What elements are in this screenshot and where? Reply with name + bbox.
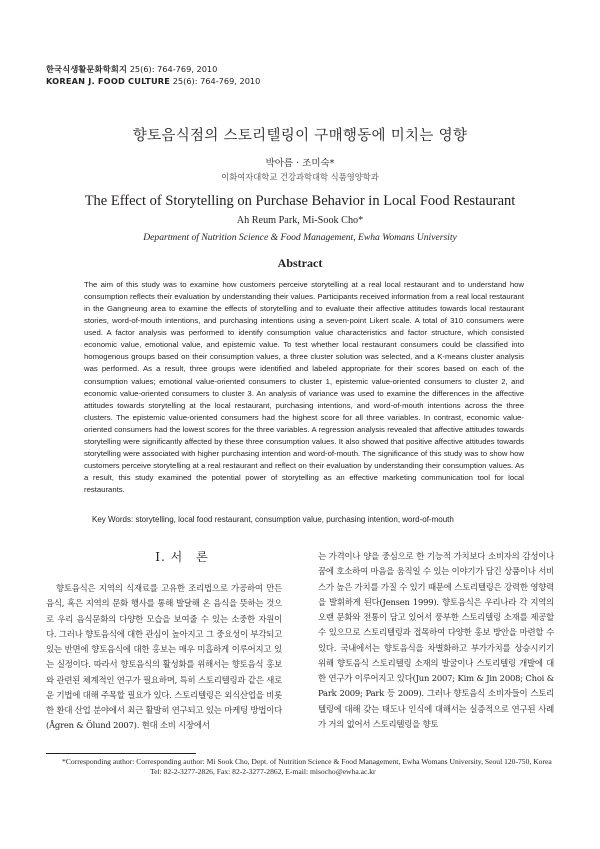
footnote-corresponding: *Corresponding author: Corresponding author: Mi Sook Cho, Dept. of Nutrition Science & Food Management, Ewha Womans University, Seoul 120-750, Korea <box>62 757 552 766</box>
section-heading-introduction: Ⅰ. 서 론 <box>155 550 209 564</box>
authors-english: Ah Reum Park, Mi-Sook Cho* <box>236 215 364 226</box>
body-column-right <box>318 549 554 732</box>
affiliation-english: Department of Nutrition Science & Food Management, Ewha Womans University <box>143 232 457 243</box>
footnote-contact: Tel: 82-2-3277-2826, Fax: 82-2-3277-2862, E-mail: misocho@ewha.ac.kr <box>150 767 376 776</box>
journal-ref-korean: 25(6): 764-769, 2010 <box>129 64 218 74</box>
body-column-left <box>46 581 282 734</box>
affiliation-korean: 이화여자대학교 건강과학대학 식품영양학과 <box>221 172 379 182</box>
journal-name-korean: 한국식생활문화학회지 <box>46 64 128 74</box>
abstract-heading: Abstract <box>277 256 323 270</box>
journal-line-english <box>46 75 260 87</box>
body-paragraph-left: 향토음식은 지역의 식재료를 고유한 조리법으로 가공하여 만든 음식, 혹은 지역의 문화 행사를 통해 발달해 온 음식을 뜻하는 것으로 우리 음식문화의 다양한 모습을 보여줄 수 있는 소중한 자원이다. 그러나 향토음식에 대한 관심이 높아지고 그 중요성이 부각되고 있는 반면에 향토음식에 대한 홍보는 매우 미흡하게 이루어지고 있는 실정이다. 따라서 향토음식의 활성화를 위해서는 향토음식 홍보와 관련된 체계적인 연구가 필요하며, 특히 스토리텔링과 같은 새로운 기법에 대해 주목할 필요가 있다. 스토리텔링은 외식산업을 비롯한 환대 산업 분야에서 최근 활발히 연구되고 있는 마케팅 방법이다(Ågren & Ölund 2007). 현대 소비 시장에서 <box>46 583 282 731</box>
title-korean: 향토음식점의 스토리텔링이 구매행동에 미치는 영향 <box>132 128 468 144</box>
journal-name-english: KOREAN J. FOOD CULTURE <box>46 76 171 86</box>
body-paragraph-right: 는 가격이나 양을 중심으로 한 기능적 가치보다 소비자의 감성이나 꿈에 호소하여 마음을 움직일 수 있는 이야기가 담긴 상품이나 서비스가 높은 가치를 가질 수 있기 때문에 스토리텔링은 강력한 영향력을 발휘하게 된다(Jensen 1999). 향토음식은 우리나라 각 지역의 오랜 문화와 전통이 담고 있어서 풍부한 스토리텔링 소재를 제공할 수 있으므로 스토리텔링과 접목하여 다양한 홍보 방안을 마련할 수 있다. 국내에서는 향토음식을 차별화하고 부가가치를 상승시키기 위해 향토음식 스토리텔링 소재의 발굴이나 스토리텔링 개발에 대한 연구가 이루어지고 있다(Jun 2007; Kim & Jin 2008; Choi & Park 2009; Park 등 2009). 그러나 향토음식 소비자들이 스토리텔링에 대해 갖는 태도나 인식에 대해서는 실증적으로 연구된 사례가 거의 없어서 스토리텔링을 향토 <box>318 551 554 729</box>
abstract-text: The aim of this study was to examine how customers perceive storytelling at a real local restaurant and to understand how consumption reflects their evaluation by understanding their values. Participants received information from a real local restaurant in the Gangneung area to examine the effects of storytelling and to evaluate their affective attitudes towards local restaurant stories, word-of-mouth intentions, and purchasing intentions using a seven-point Likert scale. A total of 310 consumers were used. A factor analysis was performed to identify consumption value characteristics and factor structure, which consisted economic value, emotional value, and epistemic value. To test whether local restaurant consumers could be classified into homogenous groups based on their consumption values, a three cluster solution was selected, and a K-means cluster analysis was performed. As a result, three groups were identified and labeled appropriate for their scores based on each of the consumption values; emotional value-oriented consumers to cluster 1, epistemic value-oriented consumers to cluster 2, and economic value-oriented consumers to cluster 3. An analysis of variance was used to examine the differences in the affective attitudes towards storytelling at the local restaurant, purchasing intentions, and word-of-mouth intentions across the three clusters. The epistemic value-oriented consumers had the highest score for all three variables. In contrast, economic value-oriented consumers had the lowest scores for the three variables. A regression analysis revealed that affective attitudes towards storytelling were significantly affected by these three consumption values. It also showed that positive affective attitudes towards storytelling were associated with higher purchasing intention and word-of-mouth. The significance of this study was to show how customers perceive storytelling at a real restaurant and reflect on their evaluation by understanding their consumption values. As a result, this study examined the potential power of storytelling as an effective marketing communication tool for local restaurants. <box>84 280 524 495</box>
journal-header <box>46 63 260 87</box>
keywords-label: Key Words: <box>92 515 134 524</box>
keywords <box>92 515 532 524</box>
title-english: The Effect of Storytelling on Purchase Behavior in Local Food Restaurant <box>84 193 516 209</box>
authors-korean: 박아름 · 조미숙* <box>265 158 335 169</box>
footnote-divider <box>46 753 196 754</box>
abstract-body <box>84 279 524 496</box>
journal-line-korean <box>46 63 260 75</box>
keywords-list: storytelling, local food restaurant, consumption value, purchasing intention, word-of-mouth <box>135 515 454 524</box>
journal-ref-english: 25(6): 764-769, 2010 <box>172 76 261 86</box>
footnote <box>62 757 582 777</box>
